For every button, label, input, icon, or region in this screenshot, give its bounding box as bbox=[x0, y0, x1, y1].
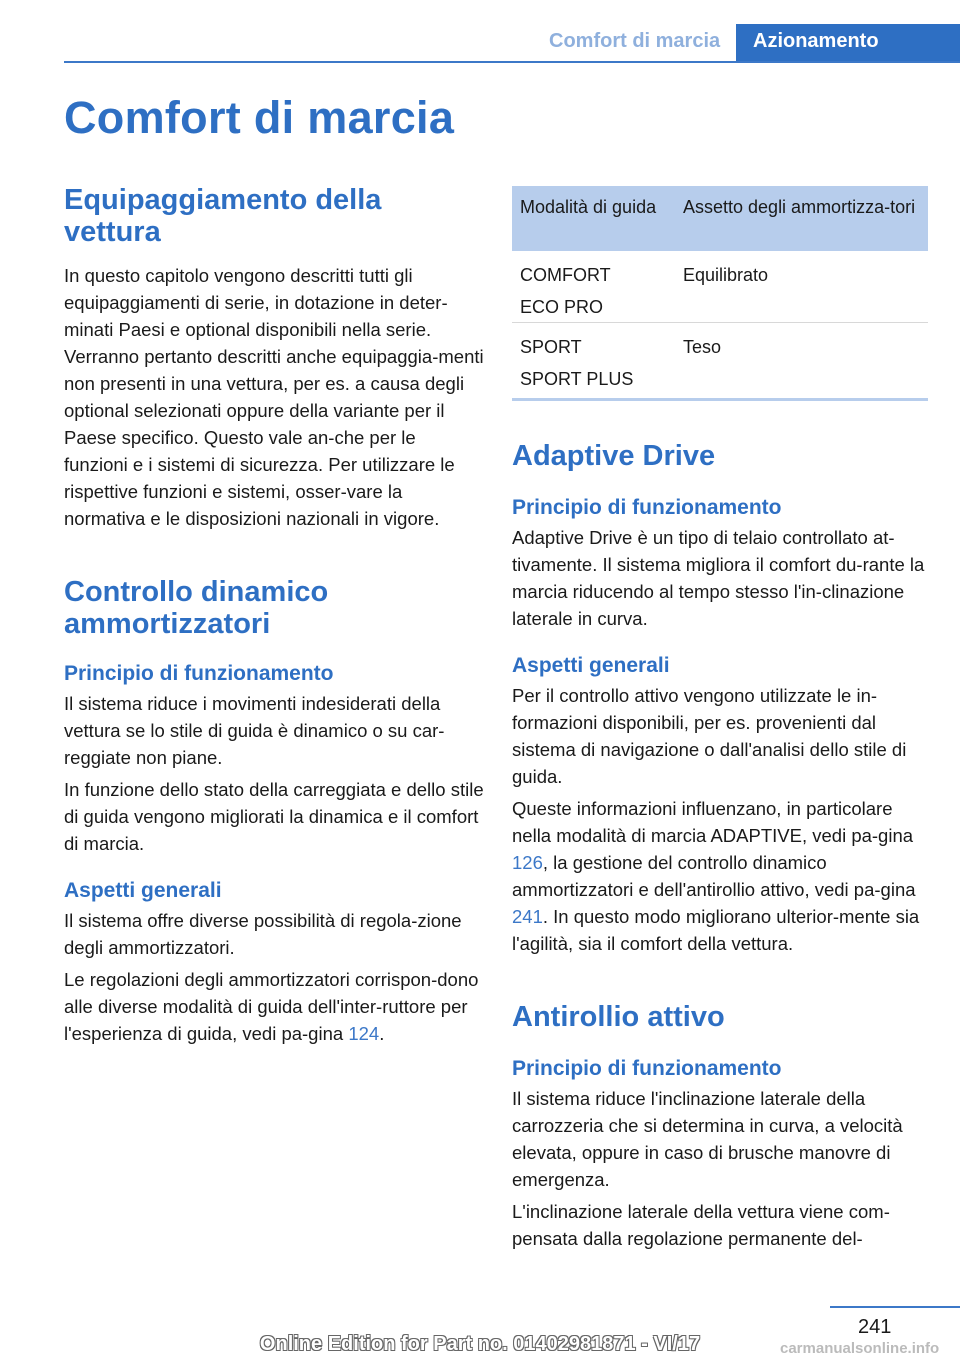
page-title: Comfort di marcia bbox=[64, 92, 455, 143]
table-cell-setting: Equilibrato bbox=[683, 265, 769, 285]
table-cell-mode: SPORT PLUS bbox=[520, 369, 634, 389]
paragraph-aspetti-1: Il sistema offre diverse possibilità di regola-zione degli ammortizzatori. bbox=[64, 910, 462, 958]
paragraph-aspetti-2-text: Le regolazioni degli ammortizzatori corrispon-dono alle diverse modalità di guida dell'inter-ruttore per l'esperienza di guida, vedi pa-gina bbox=[64, 969, 479, 1044]
table-cell-mode: ECO PRO bbox=[520, 297, 604, 317]
paragraph-antirollio-2: L'inclinazione laterale della vettura viene com-pensata dalla regolazione permanente del- bbox=[512, 1201, 890, 1249]
paragraph-aspetti-2 bbox=[64, 966, 484, 1047]
footer-edition: Online Edition for Part no. 01402981871 - VI/17 bbox=[259, 1333, 701, 1355]
heading-principio-antirollio: Principio di funzionamento bbox=[512, 1057, 782, 1080]
table-cell-mode: SPORT bbox=[520, 337, 582, 357]
heading-aspetti-right: Aspetti generali bbox=[512, 654, 670, 677]
paragraph-equipaggiamento: In questo capitolo vengono descritti tutti gli equipaggiamenti di serie, in dotazione in deter-minati Paesi e optional disponibili nella serie. Verranno pertanto descritti anche equipaggia-menti non presenti in una vettura, per es. a causa degli optional selezionati oppure della variante per il Paese specifico. Questo vale an-che per le funzioni e i sistemi di sicurezza. Per utilizzare le rispettive funzioni e sistemi, osser-vare la normativa e le disposizioni nazionali in vigore. bbox=[64, 265, 484, 529]
heading-antirollio: Antirollio attivo bbox=[512, 1001, 725, 1033]
paragraph-adaptive-aspetti-2 bbox=[512, 795, 928, 957]
table-header-setting: Assetto degli ammortizza-tori bbox=[683, 197, 916, 217]
paragraph-adaptive-aspetti-2-end: . In questo modo migliorano ulterior-mente sia l'agilità, sia il comfort della vettura. bbox=[512, 906, 920, 954]
table-row bbox=[512, 251, 928, 323]
heading-aspetti-left: Aspetti generali bbox=[64, 879, 222, 902]
left-column bbox=[64, 184, 484, 1047]
paragraph-adaptive-aspetti-2-text: Queste informazioni influenzano, in particolare nella modalità di marcia ADAPTIVE, vedi pa-gina bbox=[512, 798, 914, 846]
heading-principio-right: Principio di funzionamento bbox=[512, 496, 782, 519]
paragraph-adaptive-principio: Adaptive Drive è un tipo di telaio controllato at-tivamente. Il sistema migliora il comfort du-rante la marcia riducendo al tempo stesso l'in-clinazione laterale in curva. bbox=[512, 527, 925, 629]
footer-divider bbox=[830, 1306, 960, 1308]
page-link-126[interactable]: 126 bbox=[512, 852, 543, 873]
header-tab-azionamento-label: Azionamento bbox=[753, 30, 879, 52]
table-header-mode: Modalità di guida bbox=[520, 197, 657, 217]
page-link-241[interactable]: 241 bbox=[512, 906, 543, 927]
heading-adaptive-drive: Adaptive Drive bbox=[512, 440, 716, 472]
paragraph-aspetti-2-end: . bbox=[379, 1023, 385, 1044]
table-row bbox=[512, 323, 928, 401]
drive-mode-table bbox=[512, 186, 928, 401]
header-tab-comfort[interactable]: Comfort di marcia bbox=[549, 30, 721, 52]
paragraph-principio-2: In funzione dello stato della carreggiata e dello stile di guida vengono migliorati la dinamica e il comfort di marcia. bbox=[64, 779, 484, 854]
heading-equipaggiamento: Equipaggiamento della vettura bbox=[64, 184, 382, 248]
paragraph-adaptive-aspetti-2-mid: , la gestione del controllo dinamico ammortizzatori e dell'antirollio attivo, vedi pa-gina bbox=[512, 852, 916, 900]
table-cell-setting: Teso bbox=[683, 337, 722, 357]
heading-principio-left: Principio di funzionamento bbox=[64, 662, 334, 685]
table-cell-mode: COMFORT bbox=[520, 265, 611, 285]
paragraph-antirollio-1: Il sistema riduce l'inclinazione laterale della carrozzeria che si determina in curva, a velocità elevata, oppure in caso di brusche manovre di emergenza. bbox=[512, 1088, 903, 1190]
heading-controllo-dinamico: Controllo dinamico ammortizzatori bbox=[64, 576, 329, 640]
page-number: 241 bbox=[858, 1316, 892, 1338]
paragraph-adaptive-aspetti-1: Per il controllo attivo vengono utilizzate le in-formazioni disponibili, per es. provenienti dal sistema di navigazione o dall'analisi dello stile di guida. bbox=[512, 685, 907, 787]
header-tab-azionamento[interactable] bbox=[736, 24, 960, 62]
watermark: carmanualsonline.info bbox=[780, 1340, 940, 1357]
paragraph-principio-1: Il sistema riduce i movimenti indesiderati della vettura se lo stile di guida è dinamico o su car-reggiate non piane. bbox=[64, 693, 445, 768]
header-divider bbox=[64, 61, 960, 63]
table-header bbox=[512, 186, 928, 251]
right-column bbox=[512, 440, 928, 1252]
page-link-124[interactable]: 124 bbox=[348, 1023, 380, 1044]
